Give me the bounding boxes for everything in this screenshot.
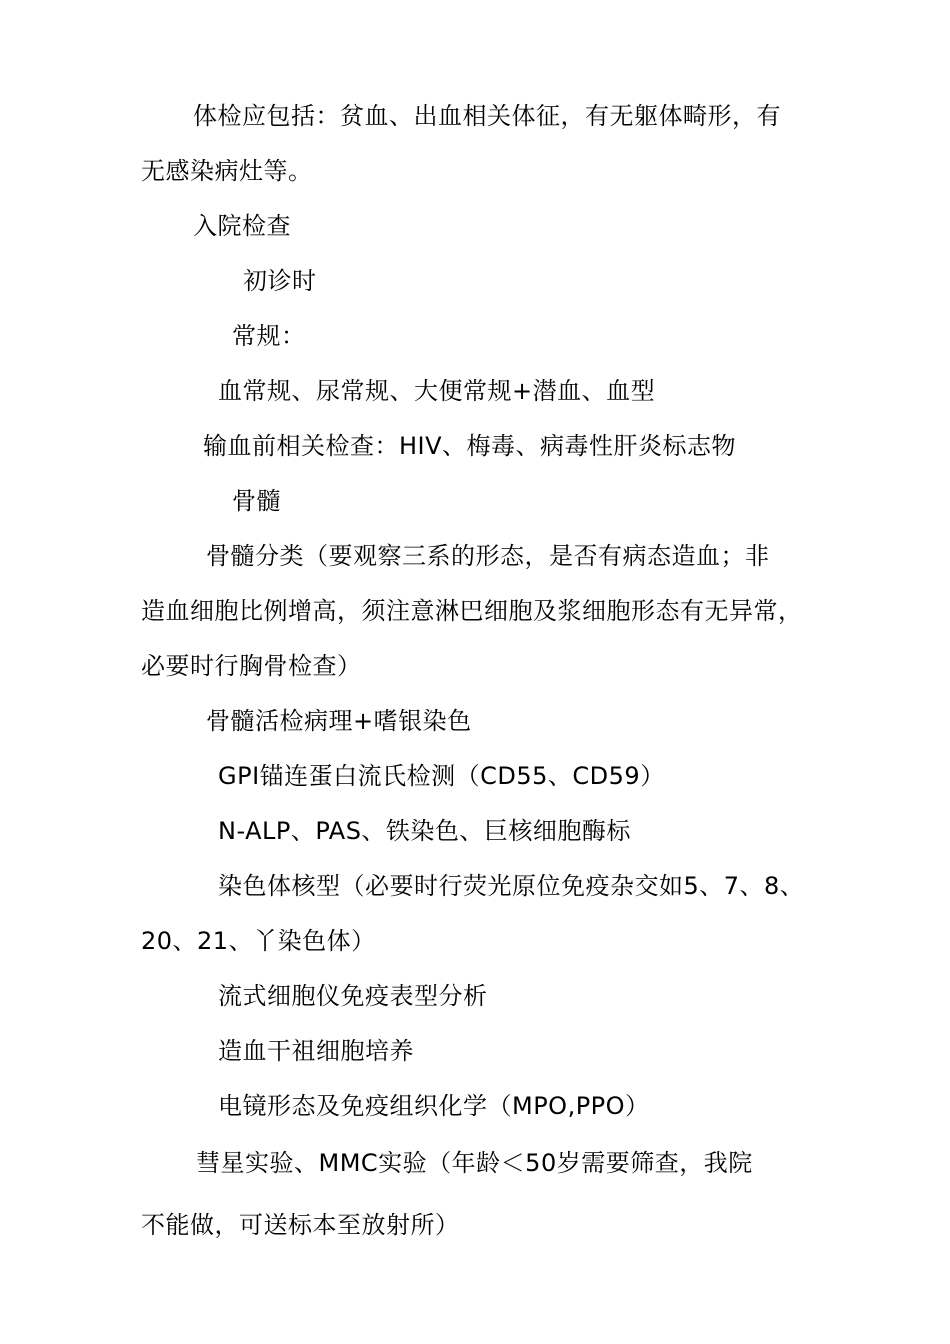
text-line-marrow-classification-cont: 造血细胞比例增高，须注意淋巴细胞及浆细胞形态有无异常， bbox=[141, 597, 803, 625]
text-line-gpi-anchor: GPI锚连蛋白流氏检测（CD55、CD59） bbox=[218, 762, 665, 790]
heading-routine: 常规： bbox=[232, 322, 306, 350]
heading-bone-marrow: 骨髓 bbox=[232, 487, 281, 515]
text-line-pre-transfusion: 输血前相关检查：HIV、梅毒、病毒性肝炎标志物 bbox=[203, 432, 737, 460]
text-line-marrow-classification: 骨髓分类（要观察三系的形态，是否有病态造血；非 bbox=[206, 542, 770, 570]
text-line-marrow-classification-end: 必要时行胸骨检查） bbox=[141, 652, 362, 680]
text-line-comet-mmc: 彗星实验、MMC实验（年龄＜50岁需要筛查，我院 bbox=[196, 1149, 753, 1177]
text-line-marrow-biopsy: 骨髓活检病理+嗜银染色 bbox=[206, 707, 472, 735]
text-line-comet-mmc-cont: 不能做，可送标本至放射所） bbox=[141, 1211, 460, 1239]
text-line-karyotype: 染色体核型（必要时行荧光原位免疫杂交如5、7、8、 bbox=[218, 872, 805, 900]
heading-admission-exam: 入院检查 bbox=[193, 212, 291, 240]
text-line-electron-microscopy: 电镜形态及免疫组织化学（MPO,PPO） bbox=[218, 1092, 650, 1120]
text-line-routine-tests: 血常规、尿常规、大便常规+潜血、血型 bbox=[218, 377, 656, 405]
text-line-flow-cytometry: 流式细胞仪免疫表型分析 bbox=[218, 982, 488, 1010]
text-line-karyotype-cont: 20、21、丫染色体） bbox=[141, 927, 376, 955]
heading-initial-diagnosis: 初诊时 bbox=[243, 267, 317, 295]
text-line-physical-exam: 体检应包括：贫血、出血相关体征，有无躯体畸形，有 bbox=[193, 102, 781, 130]
text-line-physical-exam-cont: 无感染病灶等。 bbox=[141, 157, 313, 185]
text-line-n-alp: N-ALP、PAS、铁染色、巨核细胞酶标 bbox=[218, 817, 631, 845]
text-line-progenitor-culture: 造血干祖细胞培养 bbox=[218, 1037, 414, 1065]
